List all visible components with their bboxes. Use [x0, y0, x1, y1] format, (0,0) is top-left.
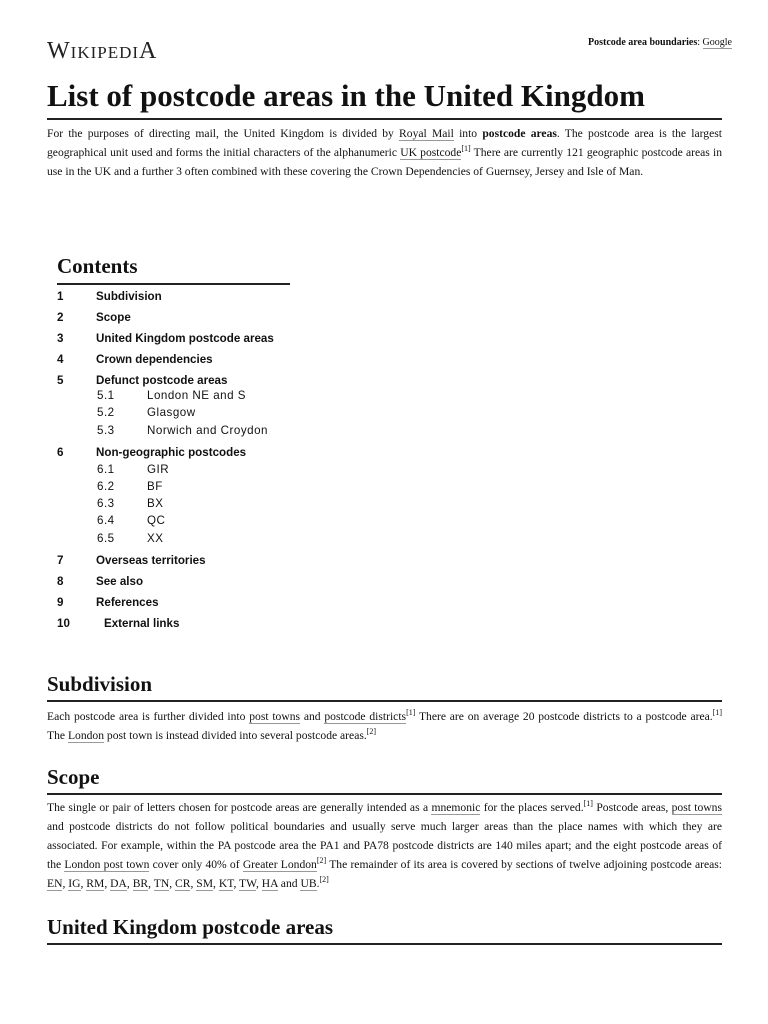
toc-number: 6.4 — [97, 514, 115, 527]
heading-scope: Scope — [47, 764, 722, 795]
royal-mail-link[interactable]: Royal Mail — [399, 127, 454, 140]
page-title: List of postcode areas in the United Kingdom — [47, 78, 722, 120]
ref-1[interactable]: [1] — [461, 144, 471, 154]
mnemonic-link[interactable]: mnemonic — [431, 801, 481, 814]
toc-number: 6.3 — [97, 497, 115, 510]
toc-number: 1 — [57, 290, 64, 303]
google-link[interactable]: Google — [702, 37, 732, 48]
ref-2[interactable]: [2] — [366, 727, 377, 737]
toc-label: Overseas territories — [96, 554, 206, 567]
toc-number: 5.2 — [97, 406, 115, 419]
area-link-ub[interactable]: UB — [300, 877, 317, 890]
toc-label: Crown dependencies — [96, 353, 213, 366]
post-towns-link[interactable]: post towns — [671, 801, 722, 814]
toc-number: 5 — [57, 374, 64, 387]
wikipedia-wordmark: WIKIPEDIA — [47, 38, 158, 64]
toc-number: 6 — [57, 446, 64, 459]
area-link-sm[interactable]: SM — [196, 877, 214, 890]
toc-label: United Kingdom postcode areas — [96, 332, 274, 345]
area-link-ig[interactable]: IG — [68, 877, 81, 890]
toc-number: 10 — [57, 617, 70, 630]
area-link-ha[interactable]: HA — [261, 877, 278, 890]
toc-number: 6.1 — [97, 463, 115, 476]
heading-subdivision: Subdivision — [47, 671, 722, 702]
area-link-br[interactable]: BR — [132, 877, 149, 890]
toc-number: 3 — [57, 332, 64, 345]
subdivision-paragraph: Each postcode area is further divided into post towns and postcode districts[1] There are on average 20 postcode districts to a postcode area.[1] The London post town is instead divided into several postcode areas.[2] — [47, 708, 722, 742]
toc-number: 2 — [57, 311, 64, 324]
ref-2[interactable]: [2] — [319, 875, 329, 885]
toc-number: 7 — [57, 554, 64, 567]
toc-label: See also — [96, 575, 144, 588]
post-towns-link[interactable]: post towns — [249, 710, 301, 723]
toc-number: 6.5 — [97, 532, 115, 545]
area-link-cr[interactable]: CR — [175, 877, 191, 890]
contents-title: Contents — [57, 254, 290, 285]
ref-2[interactable]: [2] — [316, 856, 327, 866]
area-link-en[interactable]: EN — [47, 877, 63, 890]
area-link-tn[interactable]: TN — [153, 877, 170, 890]
toc-label: External links — [104, 617, 180, 630]
intro-paragraph: For the purposes of directing mail, the United Kingdom is divided by Royal Mail into postcode areas. The postcode area is the largest geographical unit used and forms the initial characters of the alphanumeric UK postcode[1] There are currently 121 geographic postcode areas in use in the UK and a further 3 often combined with these covering the Crown Dependencies of Guernsey, Jersey and Isle of Man. — [47, 127, 722, 178]
toc-label: Defunct postcode areas — [96, 374, 228, 387]
toc-label: London NE and S — [147, 389, 247, 402]
toc-label: References — [96, 596, 159, 609]
toc-number: 6.2 — [97, 480, 115, 493]
toc-number: 9 — [57, 596, 64, 609]
toc-label: Glasgow — [147, 406, 196, 419]
greater-london-link[interactable]: Greater London — [242, 858, 317, 871]
toc-label: Subdivision — [96, 290, 162, 303]
adjoining-areas-list: EN, IG, RM, DA, BR, TN, CR, SM, KT, TW, HA — [47, 877, 278, 890]
postcode-districts-link[interactable]: postcode districts — [324, 710, 407, 723]
ref-1[interactable]: [1] — [406, 708, 416, 718]
area-link-da[interactable]: DA — [110, 877, 127, 890]
ref-1[interactable]: [1] — [583, 799, 593, 809]
toc-label: BX — [147, 497, 164, 510]
london-link[interactable]: London — [67, 729, 105, 742]
boundaries-label: Postcode area boundaries — [588, 37, 698, 48]
toc-label: Scope — [96, 311, 131, 324]
toc-number: 5.3 — [97, 424, 115, 437]
ref-1[interactable]: [1] — [712, 708, 722, 718]
toc-label: Non-geographic postcodes — [96, 446, 247, 459]
toc-label: BF — [147, 480, 163, 493]
area-link-kt[interactable]: KT — [218, 877, 234, 890]
uk-postcode-link[interactable]: UK postcode — [400, 146, 462, 159]
toc-label: QC — [147, 514, 166, 527]
toc-label: GIR — [147, 463, 170, 476]
area-link-tw[interactable]: TW — [239, 877, 256, 890]
toc-number: 8 — [57, 575, 64, 588]
london-post-town-link[interactable]: London post town — [64, 858, 150, 871]
toc-label: Norwich and Croydon — [147, 424, 268, 437]
toc-number: 4 — [57, 353, 64, 366]
scope-paragraph: The single or pair of letters chosen for postcode areas are generally intended as a mnemonic for the places served.[1] Postcode areas, post towns and postcode districts do not follow political boundaries and usually serve much larger areas than the place names with which they are associated. For example, within the PA postcode area the PA1 and PA78 postcode districts are 140 miles apart; and the eight postcode areas of the London post town cover only 40% of Greater London[2] The remainder of its area is covered by sections of twelve adjoining postcode areas: EN, IG, RM, DA, BR, TN, CR, SM, KT, TW, HA and UB.[2] — [47, 799, 722, 890]
area-link-rm[interactable]: RM — [86, 877, 105, 890]
toc-label: XX — [147, 532, 164, 545]
top-right-note: Postcode area boundaries: Google — [588, 37, 732, 48]
heading-uk-postcode-areas: United Kingdom postcode areas — [47, 914, 722, 945]
toc-number: 5.1 — [97, 389, 115, 402]
